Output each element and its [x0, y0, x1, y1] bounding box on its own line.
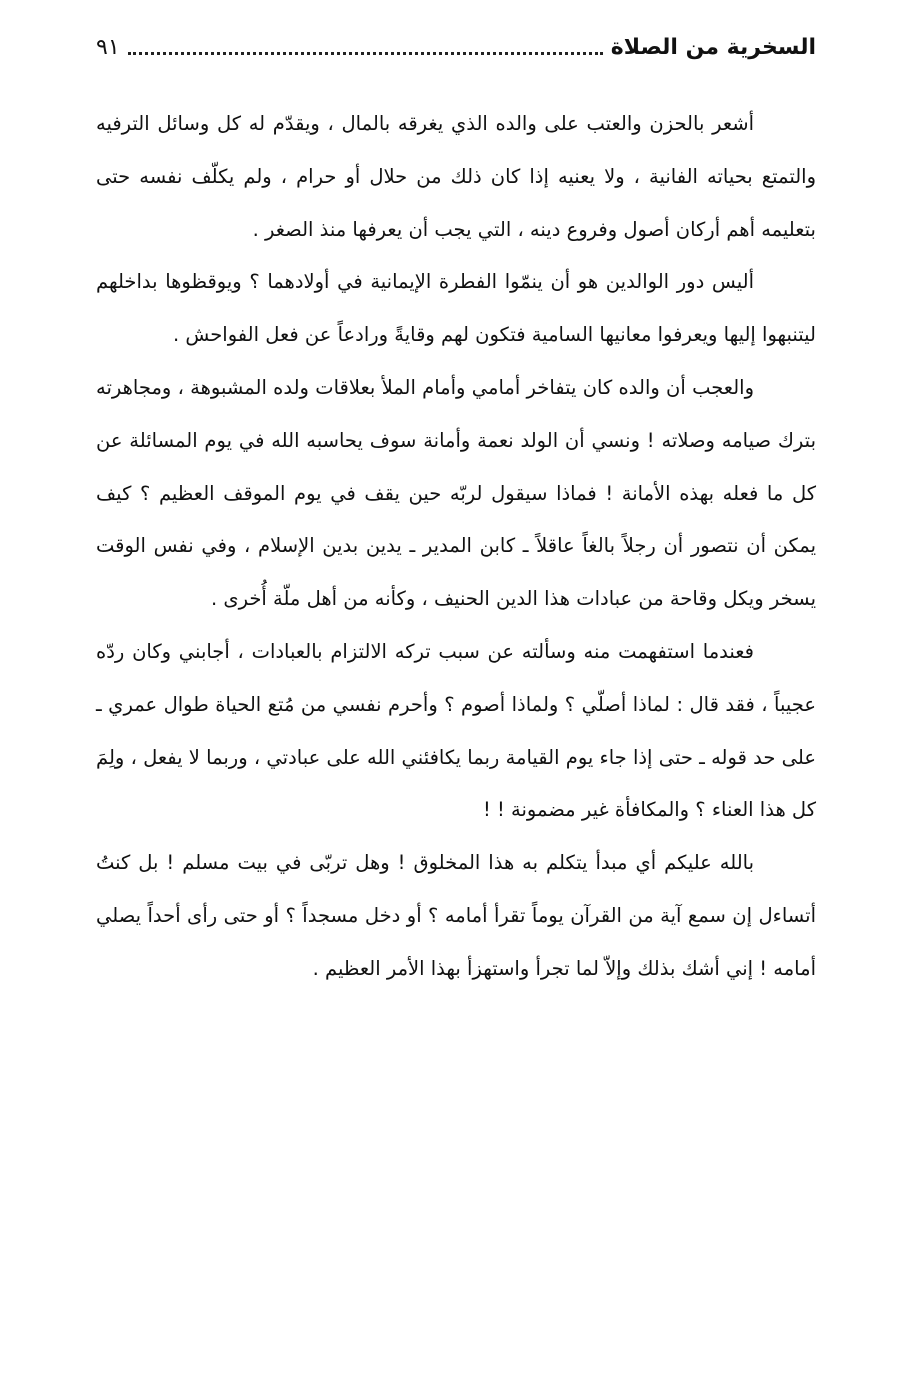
paragraph-3: والعجب أن والده كان يتفاخر أمامي وأمام الملأ بعلاقات ولده المشبوهة ، ومجاهرته بترك صيامه وصلاته ! ونسي أن الولد نعمة وأمانة سوف يحاسبه الله في يوم المسائلة عن كل ما فعله بهذه الأمانة ! فماذا سيقول لربّه حين يقف في يوم الموقف العظيم ؟ كيف يمكن أن نتصور أن رجلاً بالغاً عاقلاً ـ كابن المدير ـ يدين بدين الإسلام ، وفي نفس الوقت يسخر ويكل وقاحة من عبادات هذا الدين الحنيف ، وكأنه من أهل ملّة أُخرى . — [96, 375, 816, 611]
header-dotted-leader — [128, 52, 603, 55]
header-title: السخرية من الصلاة — [610, 34, 816, 60]
paragraph-4: فعندما استفهمت منه وسألته عن سبب تركه الالتزام بالعبادات ، أجابني وكان ردّه عجيباً ، فقد قال : لماذا أصلّي ؟ ولماذا أصوم ؟ وأحرم نفسي من مُتع الحياة طوال عمري ـ على حد قوله ـ حتى إذا جاء يوم القيامة ربما يكافئني الله على عبادتي ، وربما لا يفعل ، ولِمَ كل هذا العناء ؟ والمكافأة غير مضمونة ! ! — [96, 639, 816, 822]
paragraph-5: بالله عليكم أي مبدأ يتكلم به هذا المخلوق ! وهل تربّى في بيت مسلم ! بل كنتُ أتساءل إن سمع آية من القرآن يوماً تقرأ أمامه ؟ أو دخل مسجداً ؟ أو حتى رأى أحداً يصلي أمامه ! إني أشك بذلك وإلاّ لما تجرأ واستهزأ بهذا الأمر العظيم . — [96, 851, 816, 980]
paragraph-2: أليس دور الوالدين هو أن ينمّوا الفطرة الإيمانية في أولادهما ؟ ويوقظوها بداخلهم ليتنبهوا إليها ويعرفوا معانيها السامية فتكون لهم وقايةً ورادعاً عن فعل الفواحش . — [96, 270, 816, 347]
paragraph-1: أشعر بالحزن والعتب على والده الذي يغرقه بالمال ، ويقدّم له كل وسائل الترفيه والتمتع بحياته الفانية ، ولا يعنيه إذا كان ذلك من حلال أو حرام ، ولم يكلّف نفسه حتى بتعليمه أهم أركان أصول وفروع دينه ، التي يجب أن يعرفها منذ الصغر . — [96, 112, 816, 241]
body-text — [96, 98, 816, 996]
running-header — [96, 30, 816, 64]
page-number: ٩١ — [96, 34, 120, 60]
